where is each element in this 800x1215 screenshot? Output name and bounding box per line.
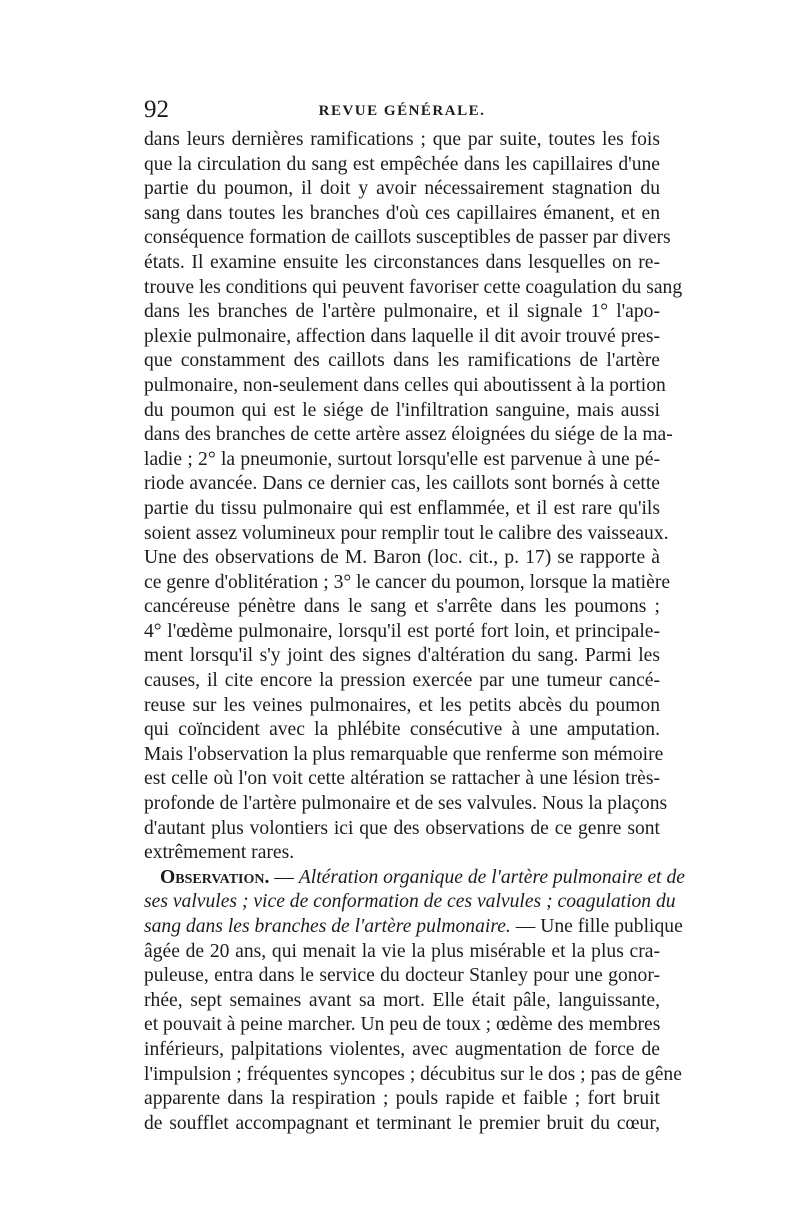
page-number: 92	[144, 96, 169, 123]
text-line: cancéreuse pénètre dans le sang et s'arrête dans les poumons ;	[144, 596, 660, 618]
observation-heading-line	[144, 866, 685, 891]
text-line: dans des branches de cette artère assez éloignées du siége de la ma-	[144, 424, 673, 446]
observation-title-line3: sang dans les branches de l'artère pulmonaire.	[144, 916, 511, 937]
text-line: soient assez volumineux pour remplir tout le calibre des vaisseaux.	[144, 522, 669, 544]
text-line: d'autant plus volontiers ici que des observations de ce genre sont	[144, 817, 660, 839]
text-line: 4° l'œdème pulmonaire, lorsqu'il est porté fort loin, et principale-	[144, 620, 660, 642]
observation-body	[144, 940, 682, 1137]
text-line: sang dans toutes les branches d'où ces capillaires émanent, et en	[144, 202, 660, 224]
text-line: partie du poumon, il doit y avoir nécessairement stagnation du	[144, 178, 660, 200]
body-text	[144, 128, 685, 1136]
text-line: reuse sur les veines pulmonaires, et les petits abcès du poumon	[144, 694, 660, 716]
text-line: dans leurs dernières ramifications ; que par suite, toutes les fois	[144, 129, 660, 150]
text-line: plexie pulmonaire, affection dans laquelle il dit avoir trouvé pres-	[144, 325, 660, 347]
text-line: partie du tissu pulmonaire qui est enflammée, et il est rare qu'ils	[144, 497, 660, 519]
text-line: profonde de l'artère pulmonaire et de ses valvules. Nous la plaçons	[144, 793, 668, 815]
text-line: Mais l'observation la plus remarquable que renferme son mémoire	[144, 743, 664, 765]
text-line: rhée, sept semaines avant sa mort. Elle était pâle, languissante,	[144, 989, 660, 1011]
text-line: dans les branches de l'artère pulmonaire, et il signale 1° l'apo-	[144, 301, 660, 323]
text-line: ment lorsqu'il s'y joint des signes d'altération du sang. Parmi les	[144, 645, 660, 667]
text-line: âgée de 20 ans, qui menait la vie la plus misérable et la plus cra-	[144, 940, 660, 962]
observation-title-line1: Altération organique de l'artère pulmonaire et de	[298, 866, 685, 888]
text-line: ce genre d'oblitération ; 3° le cancer du poumon, lorsque la matière	[144, 571, 671, 593]
text-line: et pouvait à peine marcher. Un peu de toux ; œdème des membres	[144, 1014, 661, 1036]
observation-title-line	[144, 890, 676, 915]
observation-title-line2: ses valvules ; vice de conformation de ces valvules ; coagulation du	[144, 891, 676, 913]
observation-text-start: — Une fille publique	[510, 916, 683, 937]
paragraph-observation	[144, 866, 685, 1137]
text-line: puleuse, entra dans le service du docteur Stanley pour une gonor-	[144, 965, 660, 987]
text-line: que la circulation du sang est empêchée dans les capillaires d'une	[144, 153, 660, 175]
text-line: l'impulsion ; fréquentes syncopes ; décubitus sur le dos ; pas de gêne	[144, 1063, 682, 1085]
text-line: du poumon qui est le siége de l'infiltration sanguine, mais aussi	[144, 399, 660, 421]
text-line: riode avancée. Dans ce dernier cas, les caillots sont bornés à cette	[144, 473, 660, 495]
observation-label: Observation.	[160, 866, 270, 888]
paragraph-main	[144, 128, 683, 866]
text-line: Une des observations de M. Baron (loc. cit., p. 17) se rapporte à	[144, 547, 660, 569]
text-line: est celle où l'on voit cette altération se rattacher à une lésion très-	[144, 768, 660, 790]
text-line: ladie ; 2° la pneumonie, surtout lorsqu'elle est parvenue à une pé-	[144, 448, 660, 470]
text-line: causes, il cite encore la pression exercée par une tumeur cancé-	[144, 670, 660, 692]
observation-dash: —	[269, 866, 299, 888]
text-line: qui coïncident avec la phlébite consécutive à une amputation.	[144, 719, 660, 741]
running-title: REVUE GÉNÉRALE.	[318, 103, 486, 119]
text-line: de soufflet accompagnant et terminant le premier bruit du cœur,	[144, 1112, 660, 1134]
text-line: inférieurs, palpitations violentes, avec augmentation de force de	[144, 1038, 660, 1060]
text-line: pulmonaire, non-seulement dans celles qui aboutissent à la portion	[144, 374, 666, 396]
text-line: trouve les conditions qui peuvent favoriser cette coagulation du sang	[144, 276, 683, 298]
text-line: apparente dans la respiration ; pouls rapide et faible ; fort bruit	[144, 1088, 660, 1110]
text-line: que constamment des caillots dans les ramifications de l'artère	[144, 350, 660, 372]
text-line: états. Il examine ensuite les circonstances dans lesquelles on re-	[144, 251, 660, 273]
text-line: conséquence formation de caillots susceptibles de passer par divers	[144, 227, 671, 249]
observation-title-line	[144, 915, 683, 940]
text-line: extrêmement rares.	[144, 842, 295, 864]
running-head	[144, 95, 660, 125]
